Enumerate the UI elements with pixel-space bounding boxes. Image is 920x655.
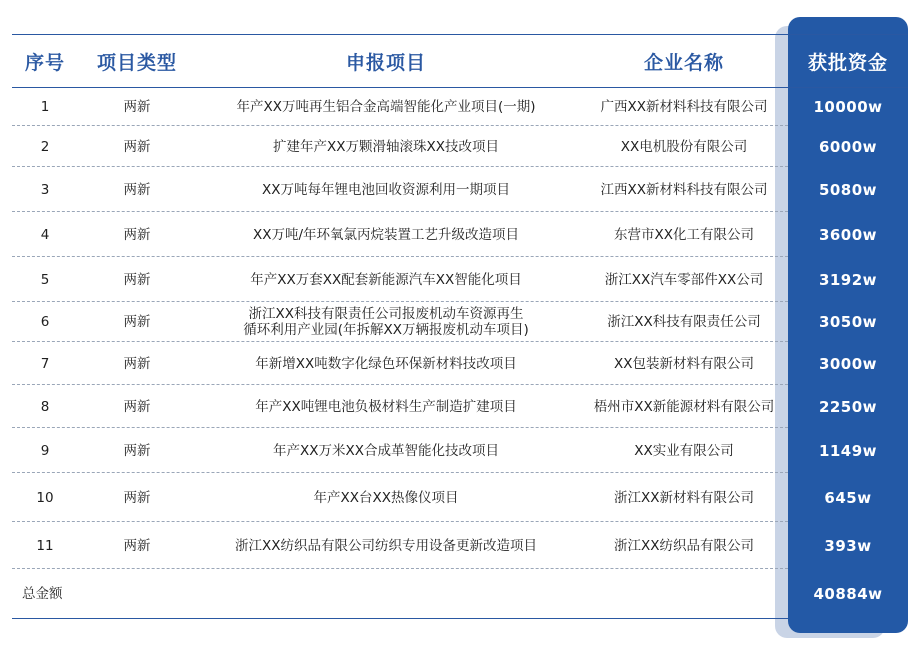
- row-project-line2: 循环利用产业园(年拆解XX万辆报废机动车项目): [243, 322, 529, 338]
- row-type: 两新: [123, 442, 151, 459]
- row-index: 11: [36, 537, 54, 554]
- row-funds: 393w: [824, 536, 872, 555]
- table-row: [12, 428, 908, 473]
- total-row: [12, 569, 908, 618]
- row-funds: 2250w: [818, 397, 878, 416]
- row-company: XX实业有限公司: [634, 442, 734, 459]
- table-row: [12, 212, 908, 257]
- table-row: [12, 167, 908, 212]
- row-type: 两新: [123, 489, 151, 506]
- funding-table: [12, 34, 908, 618]
- row-company: 梧州市XX新能源材料有限公司: [593, 398, 775, 415]
- row-type: 两新: [123, 226, 151, 243]
- table-row: [12, 302, 908, 342]
- table-bottom-border: [12, 618, 788, 619]
- row-company: 浙江XX科技有限责任公司: [607, 314, 761, 330]
- row-funds: 3000w: [818, 354, 878, 373]
- row-project: 年产XX台XX热像仪项目: [313, 489, 459, 506]
- row-funds: 645w: [824, 488, 872, 507]
- header-project: 申报项目: [345, 51, 426, 74]
- total-label: 总金额: [22, 585, 63, 602]
- row-project-line1: 浙江XX科技有限责任公司报废机动车资源再生: [248, 306, 524, 322]
- table-row: [12, 385, 908, 428]
- table-row: [12, 473, 908, 522]
- table-row: [12, 88, 908, 126]
- row-funds: 3192w: [818, 270, 878, 289]
- row-company: 浙江XX汽车零部件XX公司: [604, 271, 764, 288]
- table-row: [12, 257, 908, 302]
- total-funds: 40884w: [813, 584, 883, 603]
- table-row: [12, 126, 908, 167]
- row-index: 9: [40, 442, 50, 459]
- row-project: 年产XX万套XX配套新能源汽车XX智能化项目: [250, 271, 522, 288]
- row-type: 两新: [123, 537, 151, 554]
- row-index: 8: [40, 398, 50, 415]
- table-row: [12, 522, 908, 569]
- row-index: 4: [40, 226, 50, 243]
- row-funds: 3600w: [818, 225, 878, 244]
- row-company: 浙江XX新材料有限公司: [614, 489, 754, 506]
- row-project: 年产XX万吨再生铝合金高端智能化产业项目(一期): [236, 99, 536, 115]
- row-project: 年新增XX吨数字化绿色环保新材料技改项目: [255, 355, 517, 372]
- header-index: 序号: [24, 51, 65, 74]
- row-index: 5: [40, 271, 50, 288]
- row-company: 浙江XX纺织品有限公司: [614, 537, 754, 554]
- row-index: 3: [40, 181, 50, 198]
- row-type: 两新: [123, 181, 151, 198]
- row-type: 两新: [123, 271, 151, 288]
- header-type: 项目类型: [96, 51, 177, 74]
- row-type: 两新: [123, 314, 151, 330]
- row-type: 两新: [123, 138, 151, 155]
- row-type: 两新: [123, 355, 151, 372]
- row-project: 扩建年产XX万颗滑轴滚珠XX技改项目: [273, 138, 499, 155]
- header-funds: 获批资金: [807, 51, 888, 74]
- row-project: XX万吨每年锂电池回收资源利用一期项目: [262, 181, 510, 198]
- row-project: 浙江XX纺织品有限公司纺织专用设备更新改造项目: [235, 537, 537, 554]
- row-project: 年产XX万米XX合成革智能化技改项目: [273, 442, 499, 459]
- row-funds: 10000w: [813, 98, 883, 116]
- row-type: 两新: [123, 398, 151, 415]
- row-company: 广西XX新材料科技有限公司: [600, 99, 768, 115]
- row-company: XX包装新材料有限公司: [614, 355, 754, 372]
- row-type: 两新: [123, 99, 151, 115]
- row-project: 年产XX吨锂电池负极材料生产制造扩建项目: [255, 398, 517, 415]
- row-company: 江西XX新材料科技有限公司: [600, 181, 768, 198]
- table-header: [12, 34, 908, 88]
- row-project: [196, 302, 576, 342]
- row-index: 7: [40, 355, 50, 372]
- table-row: [12, 342, 908, 385]
- row-funds: 6000w: [818, 137, 878, 156]
- row-project: XX万吨/年环氧氯丙烷装置工艺升级改造项目: [252, 226, 520, 243]
- row-funds: 5080w: [818, 180, 878, 199]
- row-company: 东营市XX化工有限公司: [614, 226, 754, 243]
- row-funds: 3050w: [818, 313, 878, 331]
- row-index: 6: [40, 314, 50, 330]
- row-index: 2: [40, 138, 50, 155]
- row-company: XX电机股份有限公司: [620, 138, 748, 155]
- row-funds: 1149w: [818, 441, 878, 460]
- header-company: 企业名称: [643, 51, 724, 74]
- row-index: 10: [36, 489, 54, 506]
- row-index: 1: [40, 99, 50, 115]
